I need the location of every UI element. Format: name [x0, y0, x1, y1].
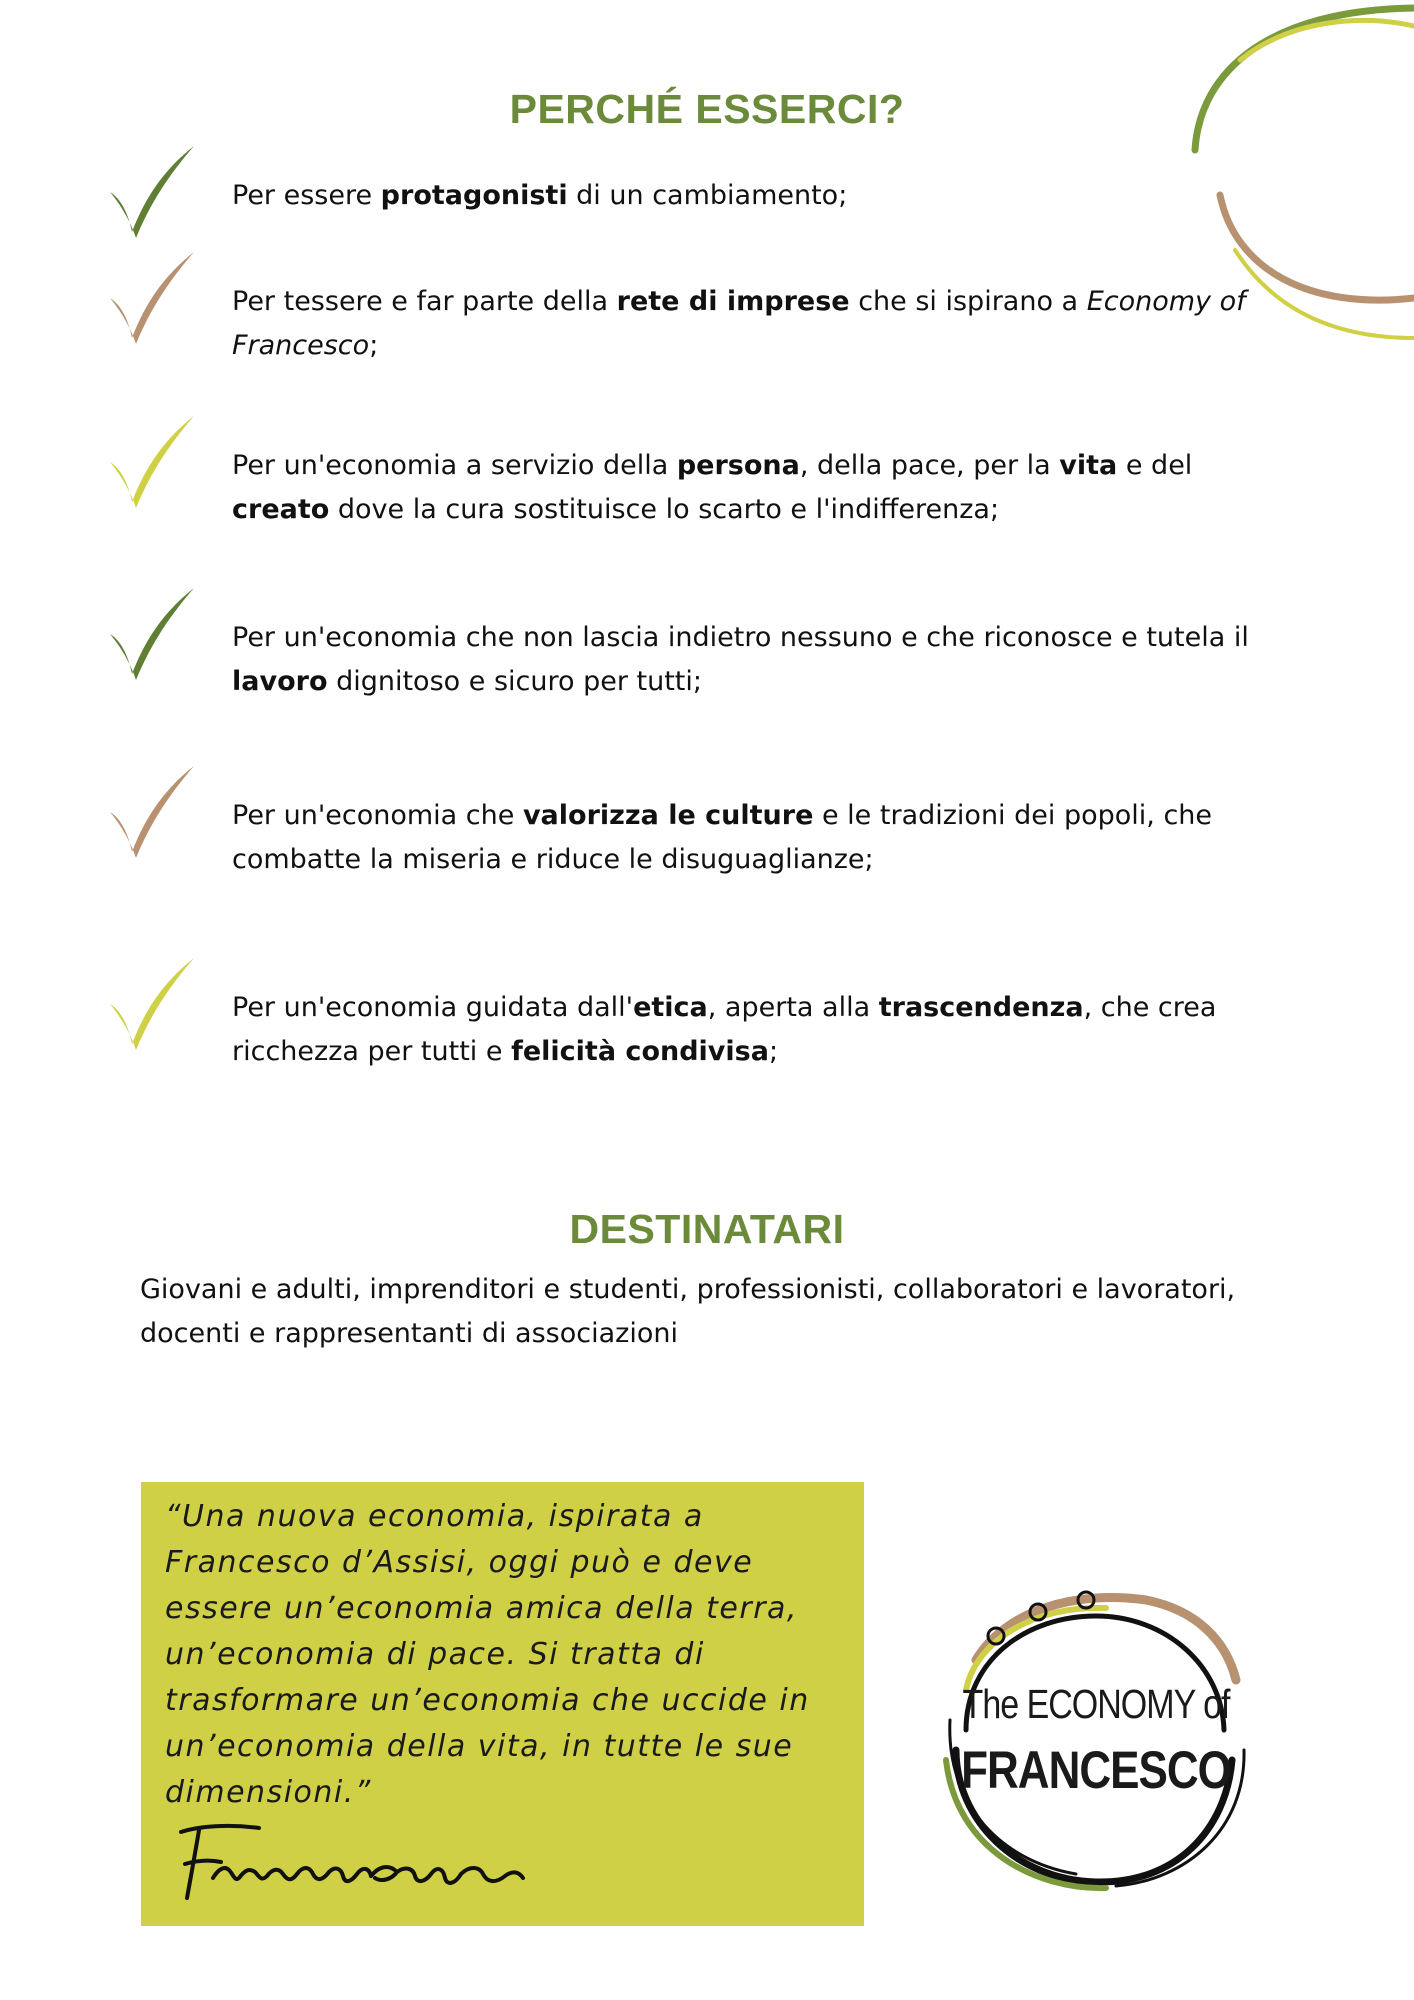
reason-text-segment: dignitoso e sicuro per tutti; — [327, 666, 702, 697]
signature-franciscus — [169, 1818, 529, 1908]
reason-text-segment: ; — [369, 330, 379, 361]
reason-text-segment: di un cambiamento; — [567, 180, 848, 211]
economy-of-francesco-logo — [926, 1560, 1266, 1900]
reason-text-segment: dove la cura sostituisce lo scarto e l'indifferenza; — [329, 494, 1000, 525]
emphasis-text: lavoro — [232, 666, 328, 697]
emphasis-text: valorizza le culture — [522, 800, 814, 831]
reason-item — [106, 140, 1276, 240]
reason-text-segment: Per tessere e far parte della — [232, 286, 617, 317]
reason-item — [106, 582, 1276, 697]
reason-text-segment: ; — [768, 1036, 779, 1067]
emphasis-text: felicità condivisa — [511, 1036, 769, 1067]
reason-text-segment: Per un'economia che — [232, 800, 523, 831]
emphasis-text: vita — [1059, 450, 1118, 481]
reason-item — [106, 760, 1276, 875]
reason-text — [232, 794, 1272, 882]
emphasis-text: protagonisti — [380, 180, 568, 211]
reason-text-segment: , che crea ricchezza per tutti e — [232, 992, 1217, 1067]
logo-text-line2: FRANCESCO — [961, 1741, 1231, 1800]
reason-item — [106, 952, 1276, 1067]
checkmark-icon — [106, 952, 196, 1052]
reason-text — [232, 280, 1272, 368]
logo-text-line1: The ECONOMY of — [962, 1682, 1230, 1728]
reason-text-segment: Per essere — [232, 180, 381, 211]
reason-text-segment: Per un'economia guidata dall' — [232, 992, 634, 1023]
reason-text — [232, 174, 1272, 218]
reason-text-segment: che si ispirano a — [849, 286, 1087, 317]
reason-text-segment: e le tradizioni dei popoli, che combatte la miseria e riduce le disuguaglianze; — [232, 800, 1213, 875]
checkmark-icon — [106, 582, 196, 682]
emphasis-text: trascendenza — [878, 992, 1084, 1023]
reason-text — [232, 986, 1272, 1074]
quote-box — [141, 1482, 864, 1926]
reason-text — [232, 444, 1272, 532]
logo-ring-icon — [926, 1560, 1266, 1900]
emphasis-text: rete di imprese — [616, 286, 850, 317]
italic-text: Economy of Francesco — [232, 286, 1246, 361]
reason-item — [106, 246, 1276, 361]
reason-text-segment: , aperta alla — [707, 992, 879, 1023]
emphasis-text: etica — [633, 992, 708, 1023]
reason-text-segment: , della pace, per la — [799, 450, 1060, 481]
quote-text: “Una nuova economia, ispirata a Francesco d’Assisi, oggi può e deve essere un’economia amica della terra, un’economia di pace. Si tratta di trasformare un’economia che uccide in un’economia della vita, in tutte le sue dimensioni.” — [165, 1499, 810, 1810]
audience-text: Giovani e adulti, imprenditori e studenti, professionisti, collaboratori e lavoratori, docenti e rappresentanti di associazioni — [140, 1274, 1236, 1349]
checkmark-icon — [106, 410, 196, 510]
reason-text-segment: Per un'economia che non lascia indietro nessuno e che riconosce e tutela il — [232, 622, 1249, 653]
emphasis-text: persona — [676, 450, 800, 481]
audience-section-title: DESTINATARI — [569, 1206, 845, 1252]
checkmark-icon — [106, 246, 196, 346]
emphasis-text: creato — [232, 494, 330, 525]
reason-item — [106, 410, 1276, 525]
checkmark-icon — [106, 760, 196, 860]
checkmark-icon — [106, 140, 196, 240]
reason-text-segment: Per un'economia a servizio della — [232, 450, 677, 481]
reason-text — [232, 616, 1272, 704]
why-section-title: PERCHÉ ESSERCI? — [509, 86, 905, 132]
reason-text-segment: e del — [1117, 450, 1193, 481]
